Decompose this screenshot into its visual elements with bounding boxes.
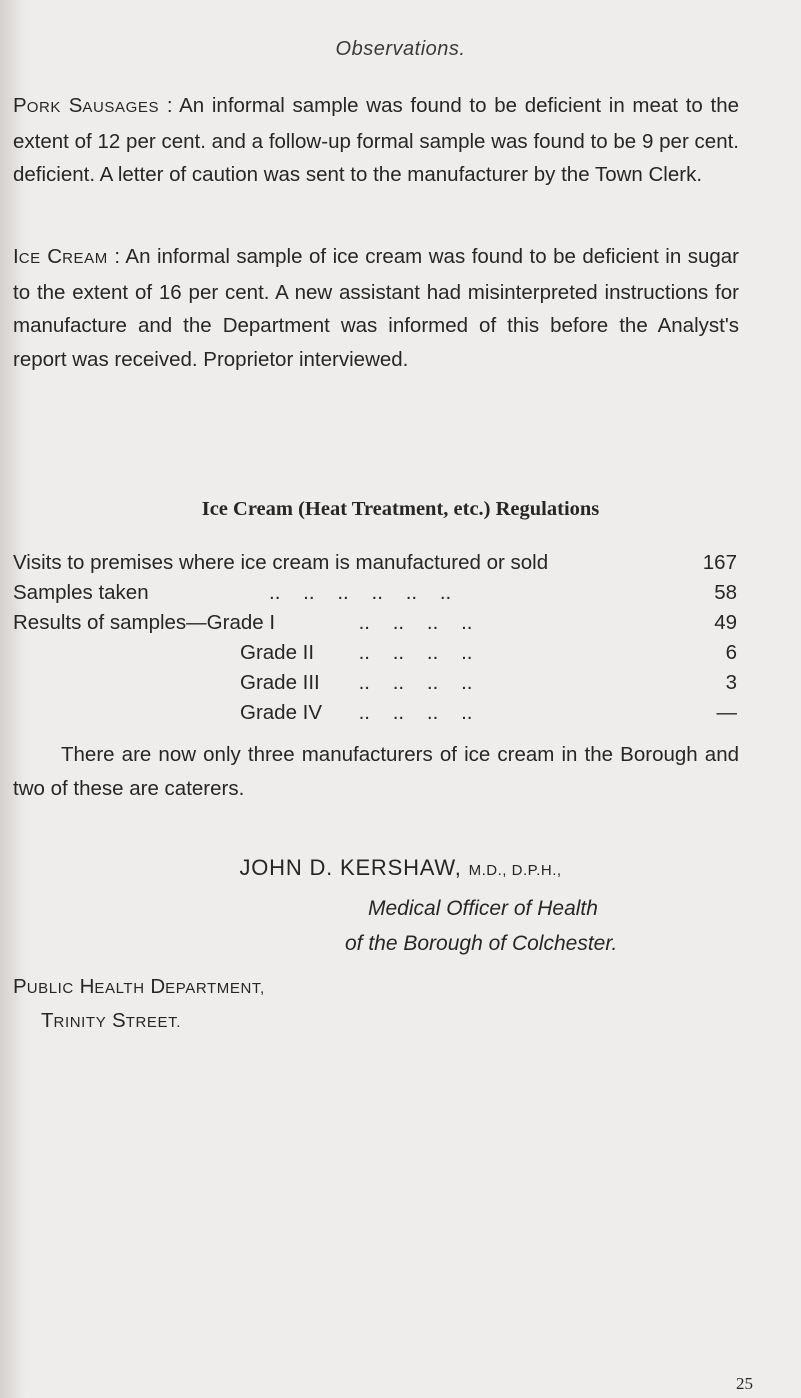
running-header: Observations.: [335, 38, 466, 60]
row-label: Results of samples—Grade I: [13, 611, 276, 634]
closing-paragraph: There are now only three manufacturers of ice cream in the Borough and two of these are caterers.: [13, 743, 739, 800]
leader-dots: .. .. .. ..: [313, 611, 473, 634]
row-value: 58: [714, 581, 737, 604]
row-value: —: [716, 701, 737, 724]
row-label: Grade III: [240, 671, 320, 694]
regulations-heading: Ice Cream (Heat Treatment, etc.) Regulations: [201, 498, 600, 520]
row-value: 167: [702, 551, 737, 574]
table-row: [13, 578, 737, 608]
address-word: PUBLIC: [13, 975, 74, 998]
row-label: Samples taken: [13, 581, 149, 604]
leader-dots: .. .. .. ..: [313, 701, 473, 724]
ice-cream-paragraph: [13, 240, 739, 376]
signatory-title-line2: of the Borough of Colchester.: [345, 932, 618, 955]
ice-cream-text: : An informal sample of ice cream was found to be deficient in sugar to the extent of 16 per cent. A new assistant had misinterpreted instructions for manufacture and the Department was informed of this before the Analyst's report was received. Proprietor interviewed.: [13, 245, 740, 371]
ice-cream-label: ICE CREAM: [13, 245, 108, 268]
address-word: TRINITY: [41, 1009, 107, 1032]
table-row: [13, 608, 737, 638]
row-label: Grade II: [240, 641, 315, 664]
leader-dots: .. .. .. ..: [313, 641, 473, 664]
address-line2: [41, 1004, 181, 1040]
row-label: Grade IV: [240, 701, 323, 724]
leader-dots: .. .. .. ..: [313, 671, 473, 694]
address-word: STREET.: [112, 1009, 181, 1032]
address-word: HEALTH: [79, 975, 145, 998]
table-row: [13, 668, 737, 698]
leader-dots: .. .. .. .. .. ..: [269, 581, 452, 604]
row-value: 49: [714, 611, 737, 634]
address-line1: [13, 970, 265, 1006]
pork-sausages-label: PORK SAUSAGES: [13, 94, 160, 117]
table-row: [13, 698, 737, 728]
address-word: DEPARTMENT,: [150, 975, 265, 998]
pork-sausages-text: : An informal sample was found to be deficient in meat to the extent of 12 per cent. and a follow-up formal sample was found to be 9 per cent. deficient. A letter of caution was sent to the manufacturer by the Town Clerk.: [13, 94, 739, 186]
row-value: 6: [725, 641, 737, 664]
signature-line: [0, 855, 801, 881]
table-row: [13, 638, 737, 668]
signatory-name: JOHN D. KERSHAW,: [239, 855, 462, 880]
pork-sausages-paragraph: [13, 89, 739, 192]
signatory-title-line1: Medical Officer of Health: [368, 897, 598, 920]
page-number: 25: [736, 1374, 753, 1393]
signatory-qualifications: M.D., D.P.H.,: [468, 862, 562, 879]
table-row: [13, 548, 737, 578]
row-value: 3: [725, 671, 737, 694]
row-label: Visits to premises where ice cream is manufactured or sold: [13, 551, 549, 574]
